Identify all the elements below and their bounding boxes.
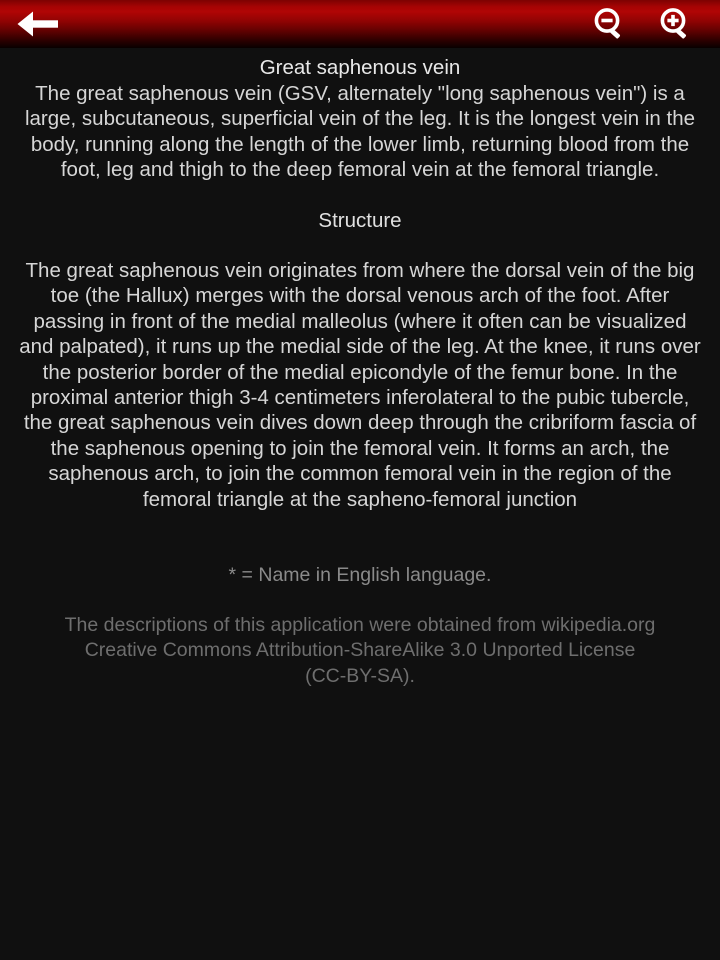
zoom-in-button[interactable] — [654, 2, 698, 46]
license-line-3: (CC-BY-SA). — [305, 664, 415, 687]
magnifier-minus-icon — [590, 4, 630, 44]
spacer — [0, 233, 720, 258]
spacer — [0, 588, 720, 613]
page-title: Great saphenous vein — [259, 56, 461, 79]
section-heading-structure: Structure — [318, 208, 402, 232]
zoom-out-button[interactable] — [588, 2, 632, 46]
license-line-1: The descriptions of this application were obtained from wikipedia.org — [64, 614, 656, 637]
spacer — [0, 512, 720, 563]
footnote-text: * = Name in English language. — [228, 564, 492, 587]
zoom-controls — [588, 2, 706, 46]
article-content[interactable] — [0, 48, 720, 960]
intro-paragraph: The great saphenous vein (GSV, alternately "long saphenous vein") is a large, subcutaneous, superficial vein of the leg. It is the longest vein in the body, running along the length of the lower limb, returning blood from the foot, leg and thigh to the deep femoral vein at the femoral triangle. — [24, 82, 696, 182]
magnifier-plus-icon — [656, 4, 696, 44]
structure-paragraph: The great saphenous vein originates from where the dorsal vein of the big toe (the Hallux) merges with the dorsal venous arch of the foot. After passing in front of the medial malleolus (where it often can be visualized and palpated), it runs up the medial side of the leg. At the knee, it runs over the posterior border of the medial epicondyle of the femur bone. In the proximal anterior thigh 3-4 centimeters inferolateral to the pubic tubercle, the great saphenous vein dives down deep through the cribriform fascia of the saphenous opening to join the femoral vein. It forms an arch, the saphenous arch, to join the common femoral vein in the region of the femoral triangle at the sapheno-femoral junction — [19, 259, 701, 511]
back-button[interactable] — [16, 4, 72, 44]
spacer — [0, 183, 720, 208]
license-line-2: Creative Commons Attribution-ShareAlike 3.0 Unported License — [84, 639, 636, 662]
arrow-left-icon — [16, 9, 60, 39]
app-header — [0, 0, 720, 48]
